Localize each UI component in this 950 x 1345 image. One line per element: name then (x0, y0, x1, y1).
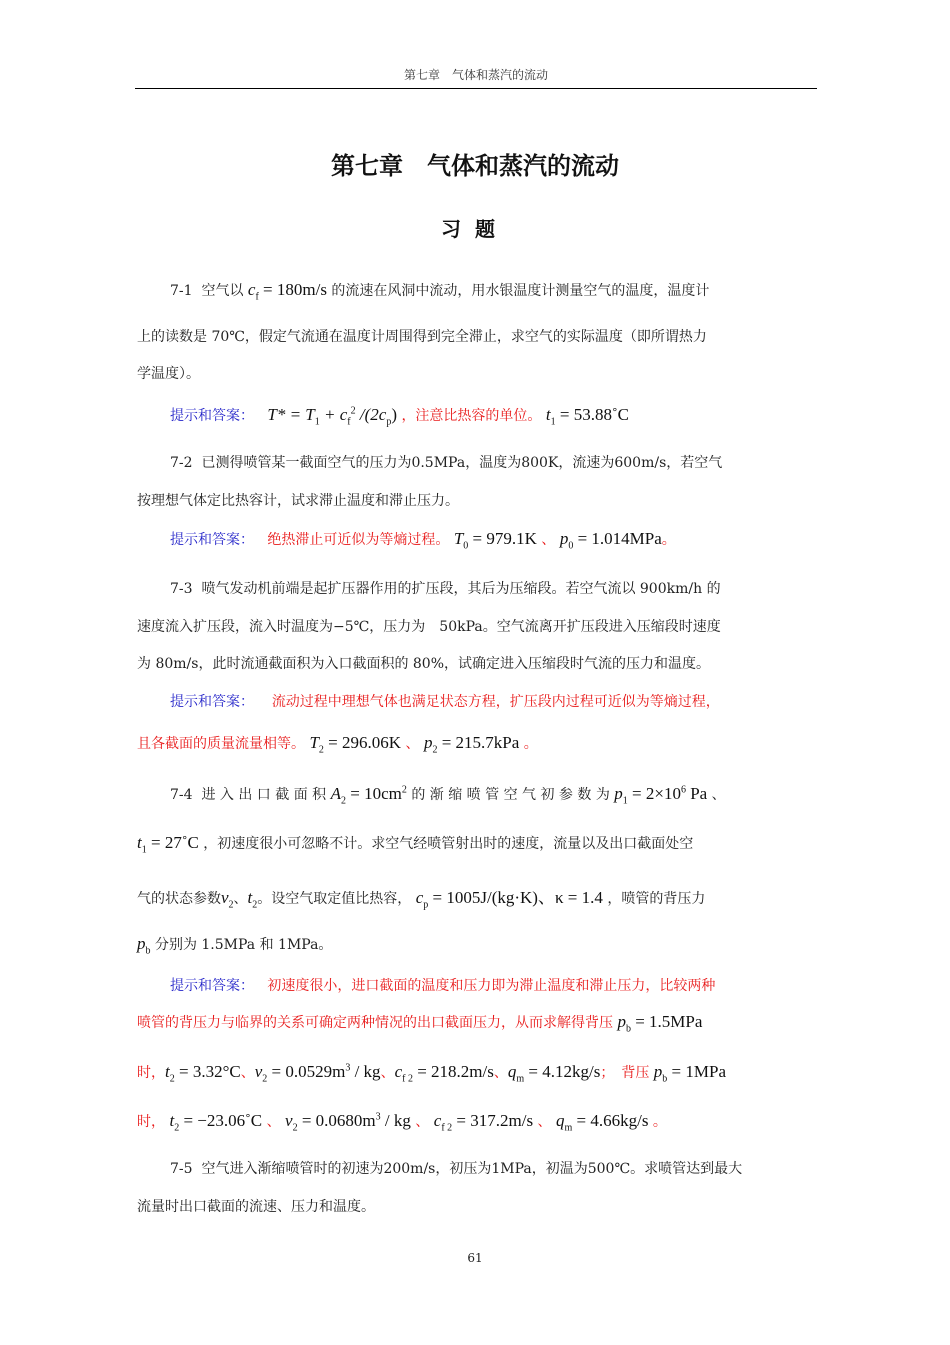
problem-text: 空气以 (201, 283, 244, 299)
separator: 、 (541, 532, 556, 548)
answer-result: $p_b = 1MPa$ (653, 1062, 726, 1085)
problem-text: 的 渐 缩 喷 管 空 气 初 参 数 为 (411, 787, 610, 803)
separator: 、 (266, 1114, 281, 1130)
answer-result: $p_2 = 215.7kPa$ (423, 733, 520, 756)
punctuation: 。 (652, 1114, 667, 1130)
answer-7-2 (170, 529, 676, 551)
separator: 、 (537, 1114, 552, 1130)
problem-text: ，初速度很小可忽略不计。求空气经喷管射出时的速度，流量以及出口截面处空 (203, 836, 694, 852)
problem-text: ，喷管的背压力 (607, 891, 706, 907)
chapter-title: 第七章 气体和蒸汽的流动 (331, 152, 619, 180)
problem-text: 。设空气取定值比热容， (257, 891, 412, 907)
answer-hint: 流动过程中理想气体也满足状态方程，扩压段内过程可近似为等熵过程， (271, 694, 720, 710)
problem-7-4-line-3 (137, 883, 705, 910)
problem-7-3-line-3: 为 80m/s，此时流通截面积为入口截面积的 80%，试确定进入压缩段时气流的压力和温度。 (137, 656, 711, 672)
answer-hint: ； 背压 (600, 1065, 650, 1081)
problem-7-2-line-2: 按理想气体定比热容计，试求滞止温度和滞止压力。 (137, 493, 459, 509)
answer-label: 提示和答案： (170, 532, 254, 548)
separator: 、 (493, 1065, 508, 1081)
math-formula: $A_2 = 10cm^2$ (330, 784, 407, 807)
answer-hint: 喷管的背压力与临界的关系可确定两种情况的出口截面压力，从而求解得背压 (137, 1015, 613, 1031)
math-formula: $c_p = 1005J/(kg\cdot K)$、κ = 1.4 (415, 888, 603, 911)
problem-text: 气的状态参数 (137, 891, 221, 907)
answer-result: $t_2$ = −23.06˚C (169, 1111, 263, 1134)
answer-7-4-line-1 (170, 975, 715, 995)
problem-7-4-line-4 (137, 934, 332, 956)
math-formula: $p_1 = 2\times 10^6$ Pa (614, 784, 708, 807)
math-formula: $p_b$ (137, 934, 151, 957)
problem-number: 7-4 (170, 787, 193, 803)
math-formula: $T* = T_1 + c_f^2$ $/(2c_p)$ (267, 405, 397, 428)
answer-hint: 时， (137, 1065, 165, 1081)
answer-7-3-line-2 (137, 733, 538, 755)
punctuation: 。 (661, 532, 676, 548)
running-header: 第七章 气体和蒸汽的流动 (403, 68, 548, 82)
separator: 、 (415, 1114, 430, 1130)
problem-7-3-line-2: 速度流入扩压段，流入时温度为−5℃，压力为 50kPa。空气流离开扩压段进入压缩段时速度 (137, 619, 721, 635)
answer-7-4-line-3 (137, 1062, 726, 1084)
answer-label: 提示和答案： (170, 694, 254, 710)
problem-text: 进 入 出 口 截 面 积 (201, 787, 327, 803)
header-rule (135, 88, 817, 89)
answer-7-4-line-2 (137, 1012, 702, 1034)
answer-label: 提示和答案： (170, 978, 254, 994)
separator: 、 (405, 736, 420, 752)
answer-result: $t_1$ = 53.88˚C (545, 405, 629, 428)
problem-text: 已测得喷管某一截面空气的压力为0.5MPa，温度为800K，流速为600m/s，若空气 (201, 455, 723, 471)
problem-number: 7-1 (170, 283, 193, 299)
problem-7-3-line-1 (170, 578, 721, 598)
problem-7-2-line-1 (170, 452, 722, 472)
math-formula: $v_2$ (221, 888, 234, 911)
problem-text: 分别为 1.5MPa 和 1MPa。 (154, 937, 333, 953)
answer-result: $v_2 = 0.0680m^3$ / kg (285, 1111, 411, 1134)
problem-number: 7-5 (170, 1161, 193, 1177)
problem-7-5-line-2: 流量时出口截面的流速、压力和温度。 (137, 1199, 375, 1215)
problem-7-5-line-1 (170, 1158, 742, 1178)
answer-result: $T_0 = 979.1K$ (453, 529, 537, 552)
answer-result: $T_2 = 296.06K$ (309, 733, 402, 756)
answer-result: $p_b = 1.5MPa$ (617, 1012, 703, 1035)
problem-7-1-line-1 (170, 280, 709, 302)
page-number: 61 (467, 1251, 483, 1265)
answer-result: $q_m = 4.12kg/s$ (507, 1062, 601, 1085)
problem-7-4-line-2 (137, 833, 693, 855)
answer-7-3-line-1 (170, 691, 720, 711)
answer-result: $c_{f 2} = 317.2m/s$ (433, 1111, 534, 1134)
answer-result: $p_0 = 1.014MPa$ (559, 529, 662, 552)
answer-hint: ，注意比热容的单位。 (401, 408, 542, 424)
problem-number: 7-3 (170, 581, 193, 597)
section-title: 习题 (441, 217, 509, 241)
problem-7-1-line-3: 学温度）。 (137, 366, 200, 382)
answer-result: $q_m = 4.66kg/s$ (555, 1111, 649, 1134)
answer-label: 提示和答案： (170, 408, 254, 424)
problem-7-1-line-2: 上的读数是 70℃，假定气流通在温度计周围得到完全滞止，求空气的实际温度（即所谓热力 (137, 329, 707, 345)
math-formula: $t_2$ (247, 888, 258, 911)
problem-text: 喷气发动机前端是起扩压器作用的扩压段，其后为压缩段。若空气流以 900km/h 的 (201, 581, 721, 597)
math-formula: $c_f = 180m/s$ (247, 280, 327, 303)
separator: 、 (240, 1065, 255, 1081)
answer-hint: 且各截面的质量流量相等。 (137, 736, 305, 752)
answer-result: $v_2 = 0.0529m^3$ / kg (254, 1062, 381, 1085)
punctuation: 。 (523, 736, 538, 752)
problem-7-4-line-1 (170, 784, 726, 806)
punctuation: 、 (711, 787, 726, 803)
math-formula: $t_1$ = 27˚C (137, 833, 199, 856)
answer-result: $t_2 = 3.32^\circ C$ (165, 1062, 241, 1085)
answer-result: $c_{f 2} = 218.2m/s$ (394, 1062, 494, 1085)
problem-number: 7-2 (170, 455, 193, 471)
answer-7-4-line-4 (137, 1111, 667, 1133)
answer-hint: 时， (137, 1114, 165, 1130)
problem-text: 的流速在风洞中流动，用水银温度计测量空气的温度，温度计 (331, 283, 710, 299)
separator: 、 (380, 1065, 395, 1081)
answer-hint: 绝热滞止可近似为等熵过程。 (267, 532, 450, 548)
separator: 、 (233, 891, 248, 907)
answer-hint: 初速度很小，进口截面的温度和压力即为滞止温度和滞止压力，比较两种 (267, 978, 716, 994)
problem-text: 空气进入渐缩喷管时的初速为200m/s，初压为1MPa，初温为500℃。求喷管达到最大 (201, 1161, 743, 1177)
answer-7-1 (170, 405, 629, 427)
